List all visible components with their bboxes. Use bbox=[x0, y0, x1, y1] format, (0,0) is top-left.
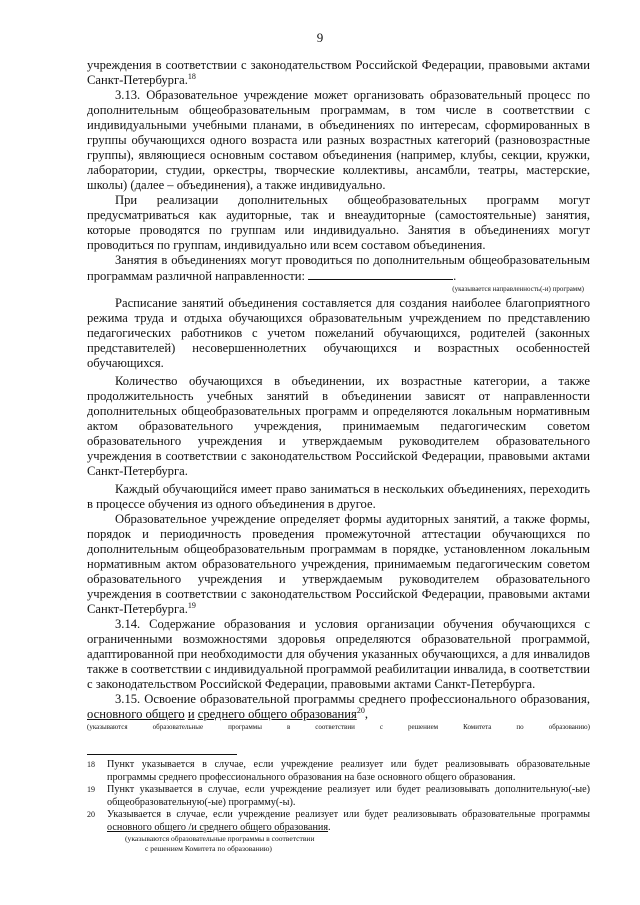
footnote-ref-18: 18 bbox=[187, 72, 196, 81]
paragraph-schedule: Расписание занятий объединения составляется для создания наиболее благоприятного режима труда и отдыха обучающихся образовательным учреждением по представлению педагогических работников с учетом пожеланий обучающихся, родителей (законных представителей) несовершеннолетних обучающихся и возрастных особенностей обучающихся. bbox=[87, 296, 590, 370]
program-underlined-1: основного общего bbox=[87, 707, 185, 721]
paragraph-3-13: 3.13. Образовательное учреждение может организовать образовательный процесс по дополнительным общеобразовательным программам, в том числе в соответствии с индивидуальными учебными планами, в объединениях по интересам, сформированных в группы обучающихся одного возраста или разных возрастных категорий (разновозрастные группы), являющиеся основным составом объединения (например, клубы, секции, кружки, лаборатории, студии, оркестры, творческие коллективы, ансамбли, театры, мастерские, школы) (далее – объединения), а также индивидуально. bbox=[87, 88, 590, 192]
footnote-19: 19 Пункт указывается в случае, если учреждение реализует или будет реализовывать дополнительную(-ые) общеобразовательную(-ые) программу(-ы). bbox=[87, 784, 590, 808]
footnote-20-hint-1: (указываются образовательные программы в соответствии bbox=[125, 834, 315, 843]
page-number: 9 bbox=[316, 30, 324, 45]
paragraph-directions: Занятия в объединениях могут проводиться по дополнительным общеобразовательным программам различной направленности: . bbox=[87, 253, 590, 283]
footnote-divider bbox=[87, 754, 237, 755]
programs-hint: (указываются образовательные программы в соответствии с решением Комитета по образованию) bbox=[87, 723, 590, 731]
paragraph-3-14: 3.14. Содержание образования и условия организации обучения обучающихся с ограниченными возможностями здоровья определяются образовательной программой, адаптированной при необходимости для обучения указанных обучающихся, а для инвалидов также в соответствии с индивидуальной программой реабилитации инвалида, в соответствии с законодательством Российской Федерации, правовыми актами Санкт-Петербурга. bbox=[87, 617, 590, 691]
footnote-ref-19: 19 bbox=[187, 601, 196, 610]
footnote-18: 18 Пункт указывается в случае, если учреждение реализует или будет реализовывать образовательные программы среднего профессионального образования на базе основного общего образования. bbox=[87, 759, 590, 783]
directions-blank-field bbox=[308, 268, 453, 280]
footnotes bbox=[87, 759, 590, 854]
footnote-20-hint-2: с решением Комитета по образованию) bbox=[145, 844, 272, 853]
program-underlined-2: среднего общего образования bbox=[197, 707, 357, 721]
footnote-ref-20: 20 bbox=[356, 706, 365, 715]
paragraph-continuation: учреждения в соответствии с законодательством Российской Федерации, правовыми актами Санкт-Петербурга.$^{18}$ bbox=[87, 58, 590, 87]
paragraph-implementation: При реализации дополнительных общеобразовательных программ могут предусматриваться как аудиторные, так и внеаудиторные (самостоятельные) занятия, которые проводятся по группам или индивидуально. Занятия в объединениях могут проводиться по группам, индивидуально или всем составом объединения. bbox=[87, 193, 590, 252]
document-body bbox=[87, 58, 590, 732]
paragraph-multiple-groups: Каждый обучающийся имеет право заниматься в нескольких объединениях, переходить в процессе обучения из одного объединения в другое. bbox=[87, 482, 590, 511]
paragraph-attestation: Образовательное учреждение определяет формы аудиторных занятий, а также формы, порядок и периодичность проведения промежуточной аттестации обучающихся по дополнительным общеобразовательным программам в порядке, установленном локальным нормативным актом образовательного учреждения, принимаемым педагогическим советом образовательного учреждения и утверждаемым руководителем образовательного учреждения в соответствии с законодательством Российской Федерации, правовыми актами Санкт-Петербурга.$^{19}$ bbox=[87, 512, 590, 616]
directions-hint: (указывается направленность(-и) программ) bbox=[452, 285, 584, 293]
paragraph-quantity: Количество обучающихся в объединении, их возрастные категории, а также продолжительность учебных занятий в объединении зависят от направленности дополнительных общеобразовательных программ и определяются локальным нормативным актом образовательного учреждения, принимаемым педагогическим советом образовательного учреждения и утверждаемым руководителем образовательного учреждения в соответствии с законодательством Российской Федерации, правовыми актами Санкт-Петербурга. bbox=[87, 374, 590, 478]
paragraph-3-15: 3.15. Освоение образовательной программы среднего профессионального образования, основного общего и среднего общего образования$^{20}$, bbox=[87, 692, 590, 721]
footnote-20: 20 Указывается в случае, если учреждение реализует или будет реализовывать образовательные программы основного общего /и среднего общего образования. bbox=[87, 809, 590, 833]
